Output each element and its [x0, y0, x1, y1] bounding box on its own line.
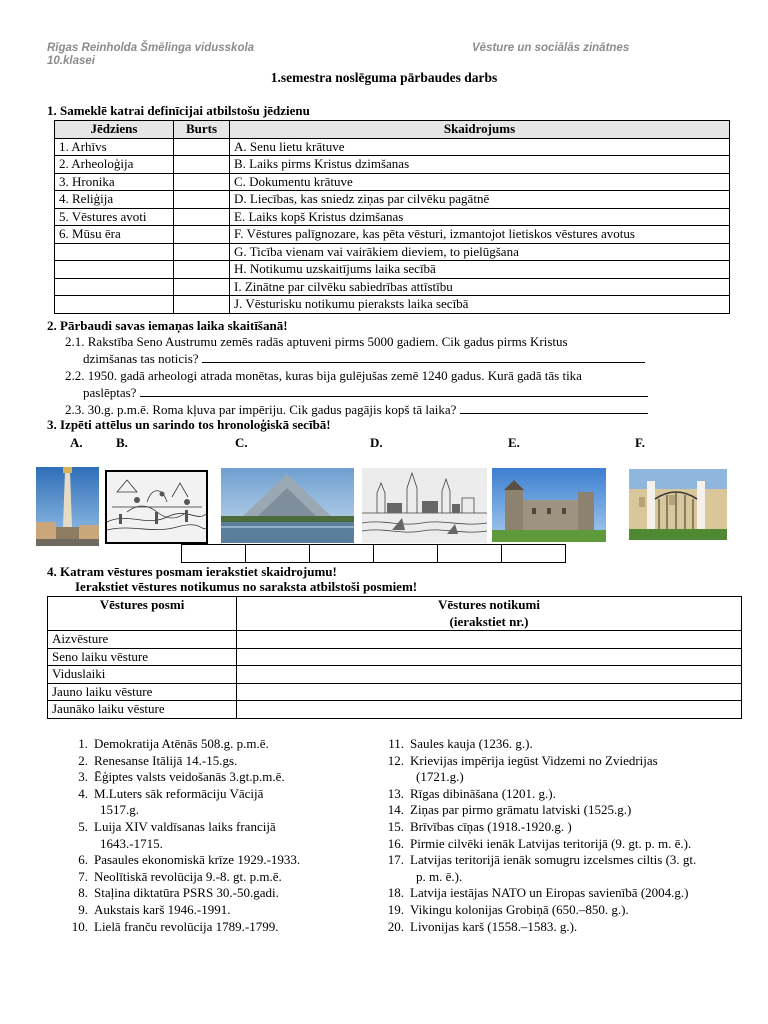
term-cell: [55, 243, 174, 261]
definition-cell: H. Notikumu uzskaitījums laika secībā: [230, 261, 730, 279]
letter-answer-cell[interactable]: [174, 156, 230, 174]
event-text: Aukstais karš 1946.-1991.: [94, 902, 231, 917]
image-label-c: C.: [235, 435, 248, 450]
event-text: Renesanse Itālijā 14.-15.gs.: [94, 752, 238, 768]
task4-subheading: Ierakstiet vēstures notikumus no saraksta atbilstoši posmiem!: [75, 579, 418, 594]
event-number: 20.: [387, 918, 404, 934]
event-text: Pirmie cilvēki ienāk Latvijas teritorijā (9. gt. p. m. ē.).: [410, 835, 692, 851]
question-2-1-cont: [83, 350, 645, 367]
event-number: 19.: [387, 902, 404, 917]
image-a-freedom-monument: [36, 467, 99, 546]
event-text: Rīgas dibināšana (1201. g.).: [410, 785, 556, 801]
period-row: [48, 631, 742, 649]
image-label-e: E.: [508, 435, 520, 450]
answer-line-2-3[interactable]: [460, 401, 648, 414]
event-text: Luija XIV valdīsanas laiks francijā: [94, 819, 276, 834]
period-row: [48, 683, 742, 701]
image-f-palace-gate: [629, 469, 727, 540]
period-events-answer[interactable]: [237, 631, 742, 649]
letter-answer-cell[interactable]: [174, 261, 230, 279]
event-number: 13.: [387, 785, 404, 801]
order-box-6[interactable]: [501, 544, 566, 563]
column-letter: Burts: [174, 121, 230, 139]
period-row: [48, 666, 742, 684]
event-text: Lielā franču revolūcija 1789.-1799.: [94, 918, 279, 934]
column-periods: Vēstures posmi: [48, 597, 237, 631]
period-row: [48, 648, 742, 666]
period-name: Jaunāko laiku vēsture: [48, 701, 237, 719]
order-box-3[interactable]: [309, 544, 374, 563]
image-b-engraving: [105, 470, 208, 544]
definition-cell: C. Dokumentu krātuve: [230, 173, 730, 191]
school-name: Rīgas Reinholda Šmēlinga vidusskola: [47, 42, 255, 54]
table-row: [55, 261, 730, 279]
term-cell: [55, 278, 174, 296]
definition-cell: E. Laiks kopš Kristus dzimšanas: [230, 208, 730, 226]
period-events-answer[interactable]: [237, 666, 742, 684]
event-text: Pasaules ekonomiskā krīze 1929.-1933.: [94, 852, 301, 868]
definition-cell: B. Laiks pirms Kristus dzimšanas: [230, 156, 730, 174]
term-cell: 1. Arhīvs: [55, 138, 174, 156]
event-number: 14.: [387, 802, 404, 818]
order-box-1[interactable]: [181, 544, 246, 563]
table-header-row: [55, 121, 730, 139]
term-cell: 4. Reliģija: [55, 191, 174, 209]
column-events-hint: (ierakstiet nr.): [449, 613, 529, 629]
periods-header-row: [48, 597, 742, 631]
event-text: Latvijas teritorijā ienāk somugru izcelsmes ciltis (3. gt.: [410, 852, 697, 868]
letter-answer-cell[interactable]: [174, 138, 230, 156]
event-number: 9.: [78, 902, 88, 917]
column-term: Jēdziens: [55, 121, 174, 139]
period-name: Aizvēsture: [48, 631, 237, 649]
question-2-3: [65, 401, 648, 418]
letter-answer-cell[interactable]: [174, 243, 230, 261]
event-number: 10.: [71, 918, 88, 934]
event-text: 1517.g.: [100, 802, 139, 818]
event-number: 15.: [387, 819, 404, 834]
image-e-castle-ruins: [492, 468, 606, 542]
answer-line-2-2[interactable]: [140, 384, 648, 397]
task1-heading: 1. Sameklē katrai definīcijai atbilstošu jēdzienu: [47, 103, 310, 118]
question-2-1-text: dzimšanas tas noticis?: [83, 351, 199, 366]
question-2-2-text: paslēptas?: [83, 385, 137, 400]
order-box-2[interactable]: [245, 544, 310, 563]
event-number: 17.: [387, 852, 404, 868]
column-events-title: Vēstures notikumi: [438, 597, 540, 612]
column-events: [237, 597, 742, 631]
order-box-4[interactable]: [373, 544, 438, 563]
event-text: Latvija iestājas NATO un Eiropas savienībā (2004.g.): [410, 885, 689, 901]
definition-cell: G. Ticība vienam vai vairākiem dieviem, to pielūgšana: [230, 243, 730, 261]
letter-answer-cell[interactable]: [174, 296, 230, 314]
event-text: p. m. ē.).: [416, 868, 463, 884]
table-row: [55, 191, 730, 209]
table-row: [55, 296, 730, 314]
period-name: Jauno laiku vēsture: [48, 683, 237, 701]
question-2-1: 2.1. Rakstība Seno Austrumu zemēs radās aptuveni pirms 5000 gadiem. Cik gadus pirms Kristus: [65, 334, 568, 349]
event-number: 3.: [78, 769, 88, 785]
definition-cell: A. Senu lietu krātuve: [230, 138, 730, 156]
table-row: [55, 226, 730, 244]
event-number: 11.: [388, 736, 404, 751]
event-number: 6.: [78, 852, 88, 868]
letter-answer-cell[interactable]: [174, 208, 230, 226]
table-row: [55, 243, 730, 261]
event-text: Brīvības cīņas (1918.-1920.g. ): [410, 819, 572, 834]
event-text: Demokratija Atēnās 508.g. p.m.ē.: [94, 736, 269, 751]
image-d-old-city-engraving: [362, 468, 487, 543]
event-text: Ēģiptes valsts veidošanās 3.gt.p.m.ē.: [94, 769, 285, 785]
letter-answer-cell[interactable]: [174, 191, 230, 209]
event-text: Livonijas karš (1558.–1583. g.).: [410, 918, 578, 934]
letter-answer-cell[interactable]: [174, 278, 230, 296]
event-number: 5.: [78, 819, 88, 834]
event-text: 1643.-1715.: [100, 835, 163, 851]
page-title: 1.semestra noslēguma pārbaudes darbs: [270, 70, 498, 85]
term-cell: 2. Arheoloģija: [55, 156, 174, 174]
period-events-answer[interactable]: [237, 683, 742, 701]
image-label-a: A.: [70, 435, 83, 450]
letter-answer-cell[interactable]: [174, 173, 230, 191]
definition-cell: J. Vēsturisku notikumu pieraksts laika secībā: [230, 296, 730, 314]
event-text: Ziņas par pirmo grāmatu latviski (1525.g.): [410, 802, 632, 818]
event-number: 4.: [78, 785, 88, 801]
term-cell: [55, 296, 174, 314]
period-events-answer[interactable]: [237, 701, 742, 719]
event-text: (1721.g.): [416, 769, 464, 785]
event-text: Staļina diktatūra PSRS 30.-50.gadi.: [94, 885, 279, 901]
event-text: Neolītiskā revolūcija 9.-8. gt. p.m.ē.: [94, 868, 282, 884]
term-cell: [55, 261, 174, 279]
definition-cell: D. Liecības, kas sniedz ziņas par cilvēku pagātnē: [230, 191, 730, 209]
event-number: 18.: [387, 885, 404, 901]
period-name: Viduslaiki: [48, 666, 237, 684]
order-box-5[interactable]: [437, 544, 502, 563]
term-cell: 6. Mūsu ēra: [55, 226, 174, 244]
event-number: 16.: [387, 835, 404, 851]
table-row: [55, 138, 730, 156]
image-label-b: B.: [116, 435, 128, 450]
periods-table: [47, 596, 742, 719]
subject-name: Vēsture un sociālās zinātnes: [472, 42, 630, 54]
table-row: [55, 156, 730, 174]
event-number: 12.: [387, 752, 404, 768]
term-cell: 3. Hronika: [55, 173, 174, 191]
definitions-table: [54, 120, 730, 314]
event-text: Saules kauja (1236. g.).: [410, 736, 533, 751]
image-label-f: F.: [635, 435, 645, 450]
column-definition: Skaidrojums: [230, 121, 730, 139]
class-label: 10.klasei: [47, 55, 95, 67]
event-text: M.Luters sāk reformāciju Vācijā: [94, 785, 264, 801]
question-2-3-text: 2.3. 30.g. p.m.ē. Roma kļuva par impēriju. Cik gadus pagājis kopš tā laika?: [65, 402, 457, 417]
term-cell: 5. Vēstures avoti: [55, 208, 174, 226]
task4-heading: 4. Katram vēstures posmam ierakstiet skaidrojumu!: [47, 564, 337, 579]
period-name: Seno laiku vēsture: [48, 648, 237, 666]
task2-heading: 2. Pārbaudi savas iemaņas laika skaitīšanā!: [47, 318, 288, 333]
task3-heading: 3. Izpēti attēlus un sarindo tos hronoloģiskā secībā!: [47, 417, 331, 432]
period-row: [48, 701, 742, 719]
chronological-order-boxes: [182, 544, 566, 563]
event-text: Krievijas impērija iegūst Vidzemi no Zviedrijas: [410, 752, 658, 768]
event-number: 2.: [78, 752, 88, 768]
definition-cell: F. Vēstures palīgnozare, kas pēta vēsturi, izmantojot lietiskos vēstures avotus: [230, 226, 730, 244]
question-2-2: 2.2. 1950. gadā arheologi atrada monētas, kuras bija gulējušas zemē 1240 gadus. Kurā gadā tās tika: [65, 368, 582, 383]
event-number: 7.: [78, 868, 88, 884]
definition-cell: I. Zinātne par cilvēku sabiedrības attīstību: [230, 278, 730, 296]
letter-answer-cell[interactable]: [174, 226, 230, 244]
table-row: [55, 173, 730, 191]
image-c-national-library: [221, 468, 354, 543]
event-text: Vikingu kolonijas Grobiņā (650.–850. g.).: [410, 902, 629, 917]
event-number: 1.: [78, 736, 88, 751]
question-2-2-cont: [83, 384, 648, 401]
table-row: [55, 278, 730, 296]
table-row: [55, 208, 730, 226]
answer-line-2-1[interactable]: [202, 350, 645, 363]
image-label-d: D.: [370, 435, 383, 450]
event-number: 8.: [78, 885, 88, 901]
period-events-answer[interactable]: [237, 648, 742, 666]
